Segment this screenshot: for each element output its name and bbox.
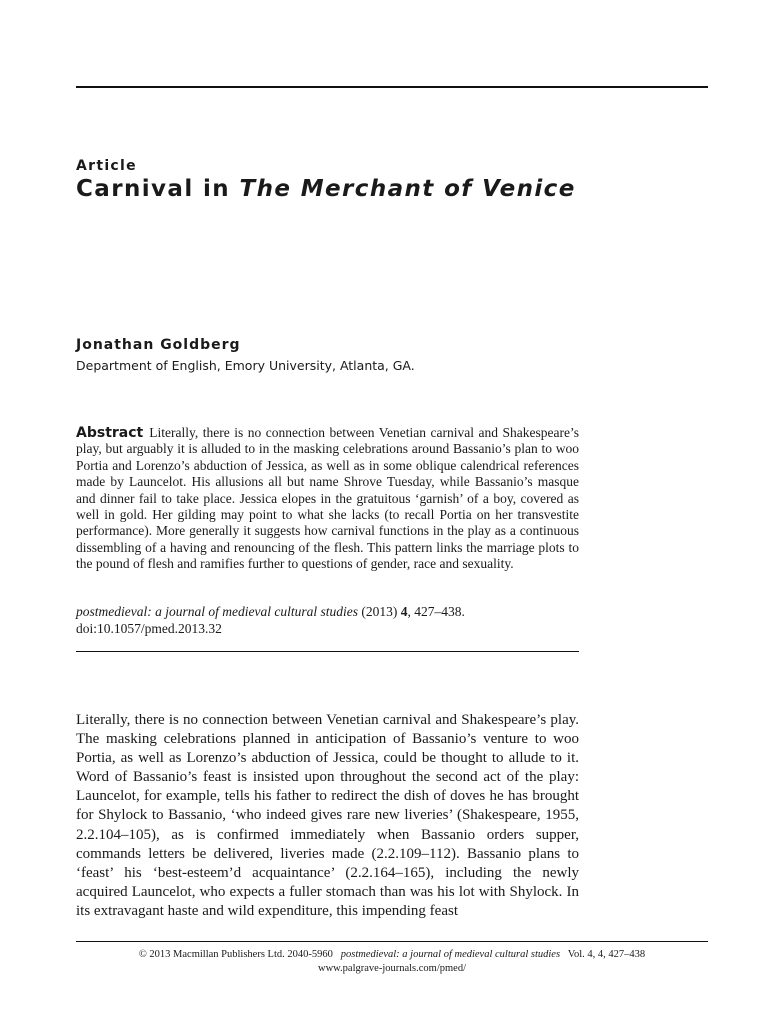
title-prefix: Carnival in	[76, 176, 240, 202]
footer-rule	[76, 941, 708, 942]
abstract-text: Literally, there is no connection between Venetian carnival and Shakespeare’s play, but arguably it is alluded to in the masking celebrations around Bassanio’s plan to woo Portia and Lorenzo’s abduction of Jessica, as well as in some oblique calendrical references made by Launcelot. His allusions all but name Shrove Tuesday, while Bassanio’s masque and dinner fail to take place. Jessica elopes in the gratuitous ‘garnish’ of a boy, covered as well in gold. Her gilding may point to what she lacks (to recall Portia on her transvestite performance). More generally it suggests how carnival functions in the play as a continuous dissembling of a having and renouncing of the flesh. This pattern links the marriage plots to the pound of flesh and ramifies further to questions of gender, race and sexuality.	[76, 425, 579, 572]
title-italic: The Merchant of Venice	[239, 176, 576, 202]
abstract	[76, 425, 579, 573]
author-affiliation: Department of English, Emory University, Atlanta, GA.	[76, 358, 415, 373]
top-rule	[76, 86, 708, 88]
abstract-divider	[76, 651, 579, 652]
footer-volume: Vol. 4, 4, 427–438	[567, 949, 646, 960]
citation-volume: 4	[400, 604, 408, 619]
author-name: Jonathan Goldberg	[76, 337, 241, 353]
citation-year: (2013)	[361, 604, 398, 619]
footer-journal: postmedieval: a journal of medieval cultural studies	[340, 949, 561, 960]
citation-journal: postmedieval: a journal of medieval cultural studies	[76, 604, 358, 619]
body-paragraph: Literally, there is no connection between Venetian carnival and Shakespeare’s play. The masking celebrations planned in anticipation of Bassanio’s venture to woo Portia, as well as Lorenzo’s abduction of Jessica, could be thought to allude to it. Word of Bassanio’s feast is insisted upon throughout the second act of the play: Launcelot, for example, tells his father to redirect the dish of doves he has brought for Shylock to Bassanio, ‘who indeed gives rare new liveries’ (Shakespeare, 1955, 2.2.104–105), as is confirmed immediately when Bassanio orders supper, commands letters be delivered, liveries made (2.2.109–112). Bassanio plans to ‘feast’ his ‘best-esteem’d acquaintance’ (2.2.164–165), including the newly acquired Launcelot, who expects a fuller stomach than was his lot with Shylock. In its extravagant haste and wild expenditure, this impending feast	[76, 712, 579, 919]
footer-copyright: © 2013 Macmillan Publishers Ltd. 2040-5960	[138, 949, 333, 960]
citation	[76, 603, 579, 637]
article-type-label: Article	[76, 158, 137, 174]
abstract-heading: Abstract	[76, 425, 144, 441]
citation-doi[interactable]: doi:10.1057/pmed.2013.32	[76, 621, 222, 636]
footer-url[interactable]: www.palgrave-journals.com/pmed/	[317, 963, 467, 974]
citation-pages: , 427–438.	[407, 604, 465, 619]
article-title	[76, 176, 576, 202]
page-footer	[76, 948, 708, 976]
